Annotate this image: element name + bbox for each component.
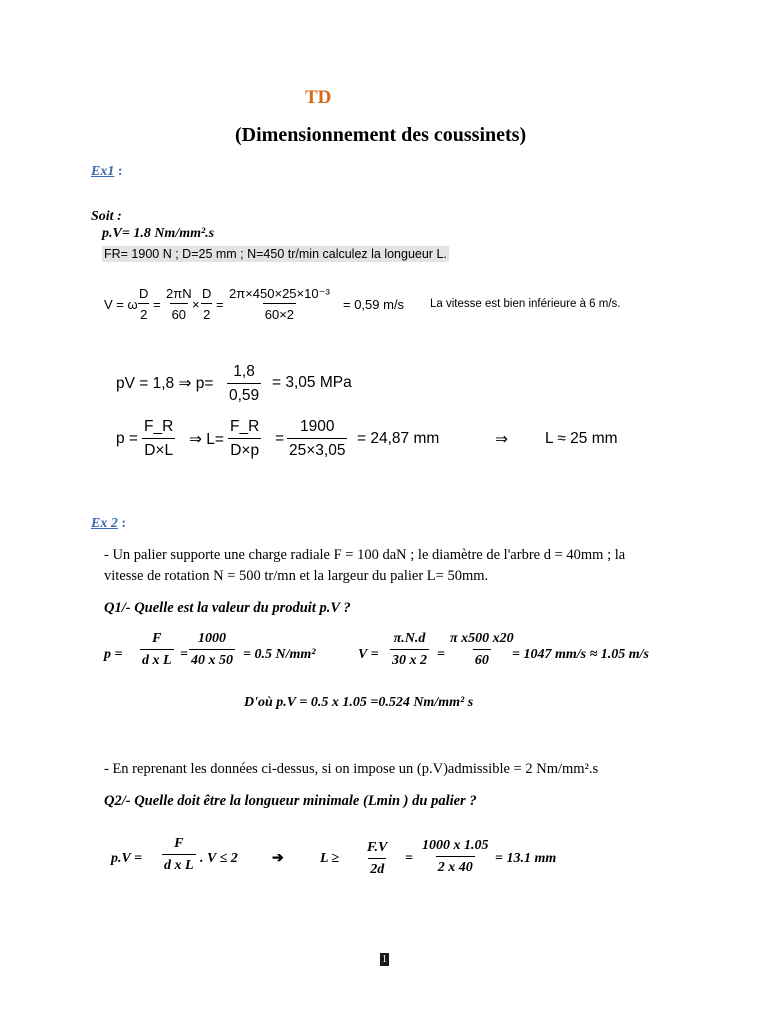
ex2-heading (91, 514, 126, 532)
ex2-q1: Q1/- Quelle est la valeur du produit p.V ? (104, 600, 351, 616)
ex1-given-highlight: FR= 1900 N ; D=25 mm ; N=450 tr/min calculez la longueur L. (104, 247, 447, 261)
ex1-v-frac2-den: 60 (170, 303, 188, 321)
ex2-q2-frac3-num: 1000 x 1.05 (422, 838, 489, 853)
ex2-p-lhs: p = (104, 647, 123, 662)
doc-subtitle: (Dimensionnement des coussinets) (235, 124, 527, 146)
ex2-v-frac1 (390, 632, 429, 668)
ex1-v-frac4-den: 60×2 (263, 303, 296, 321)
ex1-v-lhs: V = ω (104, 297, 138, 312)
ex1-v-frac3-den: 2 (201, 303, 212, 321)
ex2-q2-mid: . V ≤ 2 (200, 851, 238, 866)
ex2-statement-line2: vitesse de rotation N = 500 tr/mn et la largeur du palier L= 50mm. (104, 568, 489, 584)
ex1-v-eq2: = (216, 297, 224, 312)
ex2-p-eq1: = (180, 647, 188, 662)
ex1-v-frac4-num: 2π×450×25×10⁻³ (229, 286, 330, 301)
ex2-v-frac2-num: π x500 x20 (450, 631, 514, 646)
ex2-v-lhs: V = (358, 647, 379, 662)
ex1-v-frac1-num: D (139, 286, 149, 301)
ex2-q2-lhs: p.V = (111, 851, 143, 866)
ex1-l-frac1 (142, 419, 175, 458)
ex1-l-frac2-den: D×p (228, 438, 261, 459)
ex2-v-frac2-den: 60 (473, 649, 491, 668)
ex2-p-result: = 0.5 N/mm² (243, 647, 316, 662)
ex2-v-frac2 (448, 632, 516, 668)
ex1-p-frac (227, 364, 261, 403)
ex1-v-frac1-den: 2 (138, 303, 149, 321)
ex1-p-lhs: pV = 1,8 ⇒ p= (116, 375, 214, 392)
ex1-l-frac3 (287, 419, 347, 458)
ex2-q2-frac1-den: d x L (162, 854, 196, 873)
ex1-l-result: = 24,87 mm (357, 430, 440, 447)
ex2-q2-l-lhs: L ≥ (320, 851, 340, 866)
ex2-q2-frac2-den: 2d (368, 858, 386, 877)
ex1-v-frac3 (200, 287, 213, 321)
ex2-v-frac1-num: π.N.d (393, 631, 426, 646)
ex1-v-times: × (192, 297, 200, 312)
ex1-colon: : (114, 164, 123, 179)
ex1-label: Ex1 (91, 164, 115, 179)
ex1-l-frac3-den: 25×3,05 (287, 438, 347, 459)
ex2-p-frac1-num: F (152, 631, 162, 646)
ex1-p-result: = 3,05 MPa (272, 374, 352, 391)
ex2-q2-eq: = (405, 851, 413, 866)
ex2-q2-frac1 (162, 837, 196, 873)
ex1-l-frac3-num: 1900 (299, 418, 335, 435)
ex2-p-frac2-num: 1000 (198, 631, 226, 646)
ex1-v-frac3-num: D (202, 286, 212, 301)
doc-title: TD (305, 87, 332, 108)
ex1-l-arrow: ⇒ (495, 431, 508, 448)
ex2-donc-line: D'où p.V = 0.5 x 1.05 =0.524 Nm/mm² s (244, 695, 474, 710)
arrow-right-icon: ➔ (272, 849, 284, 865)
ex1-l-frac1-den: D×L (142, 438, 175, 459)
ex2-statement2: - En reprenant les données ci-dessus, si on impose un (p.V)admissible = 2 Nm/mm².s (104, 761, 599, 777)
ex2-q2-result: = 13.1 mm (495, 851, 557, 866)
ex1-soit: Soit : (91, 209, 122, 224)
ex1-l-final: L ≈ 25 mm (545, 430, 618, 447)
ex1-l-frac2-num: F_R (230, 418, 260, 435)
page-number-label: 1 (382, 954, 387, 965)
ex1-given-data (102, 247, 449, 261)
ex2-q2-frac1-num: F (174, 836, 184, 851)
ex1-l-mid: ⇒ L= (189, 431, 224, 448)
ex2-statement-line1: - Un palier supporte une charge radiale F = 100 daN ; le diamètre de l'arbre d = 40mm ; la (104, 547, 626, 563)
ex2-q2-frac3-den: 2 x 40 (436, 856, 475, 875)
ex1-v-eq1: = (153, 297, 161, 312)
ex1-p-frac-num: 1,8 (233, 363, 255, 380)
ex1-heading (91, 162, 123, 180)
ex2-p-frac1-den: d x L (140, 649, 174, 668)
ex1-v-frac4 (227, 287, 332, 321)
ex1-l-lhs: p = (116, 430, 138, 447)
ex2-q2-frac2-num: F.V (367, 840, 388, 855)
ex1-l-frac2 (228, 419, 261, 458)
ex2-p-frac2-den: 40 x 50 (189, 649, 235, 668)
ex2-q2: Q2/- Quelle doit être la longueur minimale (Lmin ) du palier ? (104, 793, 477, 809)
ex1-l-frac1-num: F_R (144, 418, 174, 435)
ex2-colon: : (117, 516, 127, 531)
page-number (380, 949, 389, 967)
ex2-v-eq2: = (437, 647, 445, 662)
ex2-v-result: = 1047 mm/s ≈ 1.05 m/s (512, 647, 650, 662)
ex2-p-frac1 (140, 632, 174, 668)
ex1-v-frac2 (164, 287, 194, 321)
ex2-q2-frac2 (365, 841, 389, 877)
ex1-pv-given: p.V= 1.8 Nm/mm².s (102, 226, 215, 241)
ex2-label: Ex 2 (91, 516, 118, 531)
ex1-v-result: = 0,59 m/s (343, 297, 405, 312)
ex2-v-frac1-den: 30 x 2 (390, 649, 429, 668)
ex1-v-frac1 (137, 287, 150, 321)
ex2-q2-frac3 (420, 839, 491, 875)
ex1-v-note: La vitesse est bien inférieure à 6 m/s. (430, 298, 621, 310)
ex1-v-frac2-num: 2πN (166, 286, 192, 301)
ex2-p-frac2 (189, 632, 235, 668)
ex1-p-frac-den: 0,59 (227, 383, 261, 404)
ex1-l-eq: = (275, 430, 285, 447)
